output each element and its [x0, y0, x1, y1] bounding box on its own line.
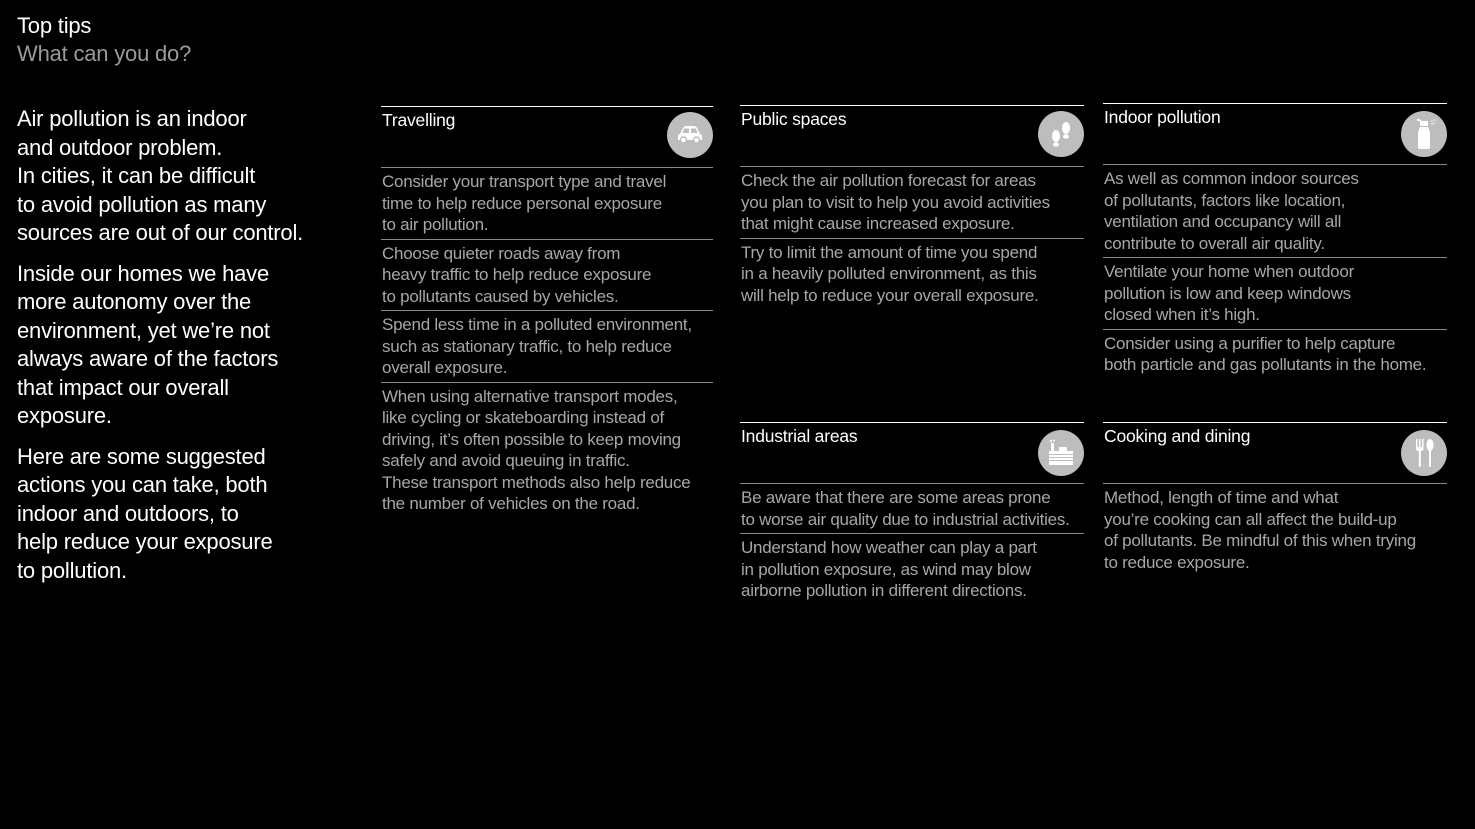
fork-spoon-icon [1401, 430, 1447, 476]
tip-item: Method, length of time and what you’re cooking can all affect the build-up of pollutants. Be mindful of this when trying to reduce exposure. [1104, 488, 1416, 572]
page-subtitle: What can you do? [17, 41, 192, 66]
panel-header [1103, 422, 1447, 484]
panel-header [381, 106, 713, 168]
tip-item: Understand how weather can play a part in pollution exposure, as wind may blow airborne pollution in different directions. [740, 533, 1084, 605]
intro-paragraph: Inside our homes we have more autonomy over the environment, yet we’re not always aware of the factors that impact our overall exposure. [17, 260, 279, 428]
page-title: Top tips [17, 13, 92, 38]
panel-industrial-areas [740, 422, 1084, 605]
panel-title: Industrial areas [741, 426, 858, 446]
car-icon [667, 112, 713, 158]
panel-header [740, 105, 1084, 167]
panel-title: Travelling [382, 110, 456, 130]
spray-bottle-icon [1401, 111, 1447, 157]
tip-item: Spend less time in a polluted environment, such as stationary traffic, to help reduce overall exposure. [381, 310, 713, 382]
footprints-icon [1038, 111, 1084, 157]
tip-item: Try to limit the amount of time you spend in a heavily polluted environment, as this will help to reduce your overall exposure. [740, 238, 1084, 310]
tip-item: When using alternative transport modes, like cycling or skateboarding instead of driving, it’s often possible to keep moving safely and avoid queuing in traffic. These transport methods also help reduce the number of vehicles on the road. [381, 382, 713, 518]
panel-public-spaces [740, 105, 1084, 309]
page-header [17, 12, 191, 68]
panel-cooking-dining [1103, 422, 1447, 576]
tip-item: Ventilate your home when outdoor pollution is low and keep windows closed when it’s high. [1103, 257, 1447, 329]
tip-item: Choose quieter roads away from heavy traffic to help reduce exposure to pollutants caused by vehicles. [381, 239, 713, 311]
intro-text [17, 105, 357, 597]
panel-title: Cooking and dining [1104, 426, 1251, 446]
panel-travelling [381, 106, 713, 518]
intro-paragraph: Here are some suggested actions you can take, both indoor and outdoors, to help reduce your exposure to pollution. [17, 443, 273, 583]
tip-item: Consider using a purifier to help capture both particle and gas pollutants in the home. [1103, 329, 1447, 379]
tip-item: As well as common indoor sources of pollutants, factors like location, ventilation and occupancy will all contribute to overall air quality. [1104, 169, 1359, 253]
tip-item: Consider your transport type and travel time to help reduce personal exposure to air pollution. [382, 172, 667, 234]
intro-paragraph: Air pollution is an indoor and outdoor problem. In cities, it can be difficult to avoid pollution as many sources are out of our control. [17, 106, 304, 245]
panel-indoor-pollution [1103, 103, 1447, 379]
panel-header [1103, 103, 1447, 165]
panel-title: Indoor pollution [1104, 107, 1221, 127]
tip-item: Be aware that there are some areas prone to worse air quality due to industrial activities. [741, 488, 1070, 529]
tip-item: Check the air pollution forecast for areas you plan to visit to help you avoid activities that might cause increased exposure. [741, 171, 1050, 233]
factory-icon [1038, 430, 1084, 476]
panel-header [740, 422, 1084, 484]
panel-title: Public spaces [741, 109, 847, 129]
